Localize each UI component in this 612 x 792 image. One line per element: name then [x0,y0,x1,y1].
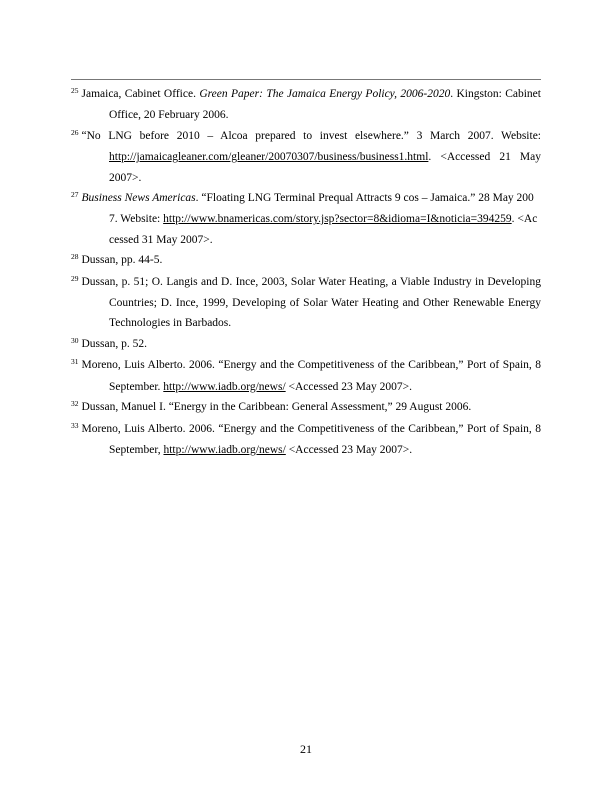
footnote-text: <Accessed 23 May 2007>. [285,443,413,456]
footnote-text: Dussan, Manuel I. “Energy in the Caribbean: General Assessment,” 29 August 2006. [81,401,472,414]
footnote-text: . <Accessed 21 May 2007>. [109,151,541,184]
footnote-number: 32 [71,399,79,409]
footnote-text: Jamaica, Cabinet Office. [81,88,200,100]
footnote-link[interactable]: http://www.iadb.org/news/ [163,443,286,456]
footnote-text: Dussan, pp. 44-5. [81,254,163,267]
footnote-link[interactable]: http://www.bnamericas.com/story.jsp?sector=8&idioma=I&noticia=394259 [163,213,512,226]
footnote-separator [71,79,541,80]
page-number: 21 [300,742,312,756]
footnote-28 [71,250,541,271]
footnote-29 [71,272,541,334]
footnote-text: Dussan, p. 51; O. Langis and D. Ince, 2003, Solar Water Heating, a Viable Industry in Developing Countries; D. Ince, 1999, Developing of Solar Water Heating and Other Renewable Energy Technologies in Barbados. [81,275,541,330]
footnote-number: 31 [71,357,79,367]
footnote-number: 26 [71,127,79,137]
footnote-text: . Kingston: Cabinet Office, 20 February 2006. [109,88,541,122]
footnote-number: 27 [71,190,79,200]
footnote-number: 29 [71,273,79,283]
footnote-text: Moreno, Luis Alberto. 2006. “Energy and the Competitiveness of the Caribbean,” Port of Spain, 8 September. [81,359,541,393]
footnote-link[interactable]: http://www.iadb.org/news/ [163,380,286,393]
footnote-title: Business News Americas [81,192,196,205]
footnote-27 [71,188,541,250]
footnote-title: Green Paper: The Jamaica Energy Policy, 2006-2020 [199,88,451,100]
footnote-25 [71,84,541,126]
footnote-text: . <Accessed 31 May 2007>. [109,213,538,246]
footnote-32 [71,397,541,418]
footnote-text: Dussan, p. 52. [81,337,147,350]
footnote-text: <Accessed 23 May 2007>. [285,380,412,393]
footnote-link[interactable]: http://jamaicagleaner.com/gleaner/20070307/business/business1.html [109,151,429,164]
footnote-number: 33 [71,420,79,430]
footnote-30 [71,334,541,355]
footnote-31 [71,355,541,397]
footnote-number: 28 [71,252,79,262]
footnote-33 [71,419,541,461]
footnote-text: . “Floating LNG Terminal Prequal Attracts 9 cos – Jamaica.” 28 May 2007. Website: [109,192,534,226]
footnote-number: 25 [71,86,79,95]
footnote-number: 30 [71,335,79,345]
footnotes-list [71,84,541,460]
footnote-text: Moreno, Luis Alberto. 2006. “Energy and the Competitiveness of the Caribbean,” Port of Spain, 8 September, [81,422,541,456]
footnote-26 [71,126,541,188]
footnote-text: “No LNG before 2010 – Alcoa prepared to invest elsewhere.” 3 March 2007. Website: [81,129,541,142]
